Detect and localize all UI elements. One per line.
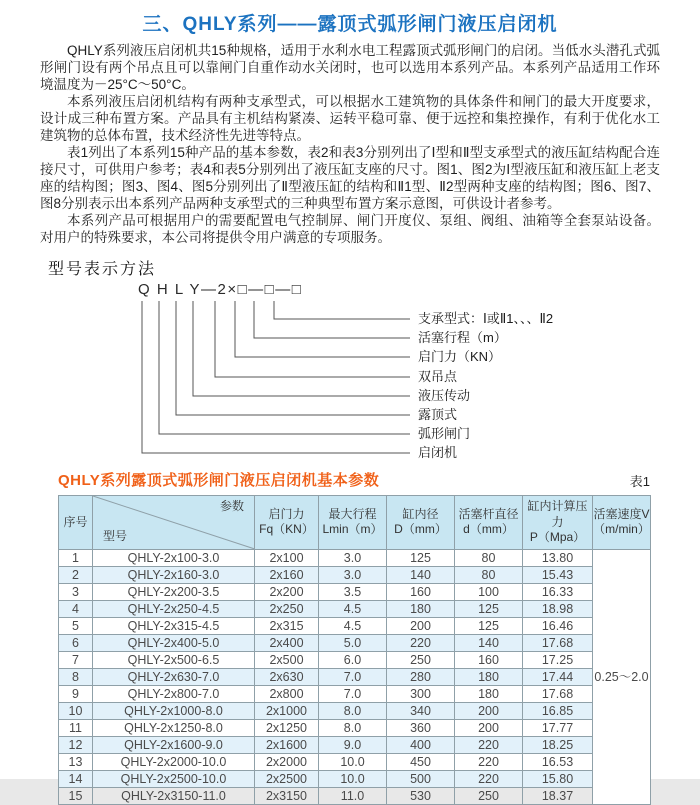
table-row [59, 668, 651, 685]
pressure-cell: 17.68 [523, 634, 593, 651]
pressure-cell: 18.98 [523, 600, 593, 617]
model-cell: QHLY-2x160-3.0 [93, 566, 255, 583]
bore-cell: 300 [387, 685, 455, 702]
model-cell: QHLY-2x315-4.5 [93, 617, 255, 634]
model-cell: QHLY-2x1250-8.0 [93, 719, 255, 736]
parameters-table [58, 495, 651, 805]
model-cell: QHLY-2x1600-9.0 [93, 736, 255, 753]
diagonal-label-model: 型号 [103, 529, 128, 544]
model-cell: QHLY-2x3150-11.0 [93, 787, 255, 804]
lmin-cell: 9.0 [319, 736, 387, 753]
bore-cell: 250 [387, 651, 455, 668]
bore-cell: 340 [387, 702, 455, 719]
model-cell: QHLY-2x250-4.5 [93, 600, 255, 617]
rod-cell: 180 [455, 685, 523, 702]
column-header-seq: 序号 [59, 496, 93, 550]
table-number-tag: 表1 [629, 474, 650, 489]
column-header-lifting-force: 启门力 Fq（KN） [255, 496, 319, 550]
body-text [0, 36, 700, 246]
diagram-label-double-lift: 双吊点 [418, 369, 458, 384]
column-header-model-param [93, 496, 255, 550]
rod-cell: 125 [455, 600, 523, 617]
lmin-cell: 10.0 [319, 753, 387, 770]
rod-cell: 80 [455, 549, 523, 566]
table-row [59, 685, 651, 702]
pressure-cell: 16.85 [523, 702, 593, 719]
model-cell: QHLY-2x2000-10.0 [93, 753, 255, 770]
model-designation-heading: 型号表示方法 [48, 261, 157, 278]
pressure-cell: 17.77 [523, 719, 593, 736]
table-caption: QHLY系列露顶式弧形闸门液压启闭机基本参数 [58, 472, 380, 489]
fq-cell: 2x2500 [255, 770, 319, 787]
seq-cell: 12 [59, 736, 93, 753]
seq-cell: 7 [59, 651, 93, 668]
column-header-piston-speed: 活塞速度V （m/min） [593, 496, 651, 550]
diagram-connector-lines [0, 281, 700, 465]
rod-cell: 160 [455, 651, 523, 668]
bore-cell: 160 [387, 583, 455, 600]
bore-cell: 360 [387, 719, 455, 736]
bore-cell: 450 [387, 753, 455, 770]
rod-cell: 220 [455, 736, 523, 753]
diagram-label-hoist: 启闭机 [418, 445, 458, 460]
table-row [59, 787, 651, 804]
table-row [59, 719, 651, 736]
table-row [59, 617, 651, 634]
seq-cell: 2 [59, 566, 93, 583]
fq-cell: 2x250 [255, 600, 319, 617]
rod-cell: 250 [455, 787, 523, 804]
table-row [59, 736, 651, 753]
diagonal-label-param: 参数 [219, 499, 244, 513]
lmin-cell: 8.0 [319, 719, 387, 736]
model-cell: QHLY-2x500-6.5 [93, 651, 255, 668]
table-body [59, 549, 651, 804]
model-cell: QHLY-2x200-3.5 [93, 583, 255, 600]
diagram-label-radial-gate: 弧形闸门 [418, 426, 471, 441]
pressure-cell: 18.37 [523, 787, 593, 804]
rod-cell: 100 [455, 583, 523, 600]
diagram-label-support-type: 支承型式：Ⅰ或Ⅱ1、、、Ⅱ2 [418, 311, 554, 326]
table-row [59, 549, 651, 566]
seq-cell: 6 [59, 634, 93, 651]
diagram-label-piston-stroke: 活塞行程（m） [418, 330, 507, 345]
fq-cell: 2x200 [255, 583, 319, 600]
lmin-cell: 5.0 [319, 634, 387, 651]
lmin-cell: 6.0 [319, 651, 387, 668]
diagram-label-exposed-top: 露顶式 [418, 407, 458, 422]
seq-cell: 10 [59, 702, 93, 719]
pressure-cell: 17.44 [523, 668, 593, 685]
pressure-cell: 18.25 [523, 736, 593, 753]
model-cell: QHLY-2x400-5.0 [93, 634, 255, 651]
fq-cell: 2x1250 [255, 719, 319, 736]
table-row [59, 600, 651, 617]
paragraph-tables-figures: 表1列出了本系列15种产品的基本参数，表2和表3分别列出了Ⅰ型和Ⅱ型支承型式的液压缸结构配合连接尺寸，可供用户参考；表4和表5分别列出了液压缸支座的尺寸。图1、图2为Ⅰ型液压缸和液压缸上老支座的结构图；图3、图4、图5分别列出了Ⅱ型液压缸的结构和Ⅱ1型、Ⅱ2型两种支座的结构图；图6、图7、图8分别表示出本系列产品两种支承型式的三种典型布置方案示意图，可供设计者参考。 [40, 145, 660, 211]
bore-cell: 180 [387, 600, 455, 617]
model-cell: QHLY-2x1000-8.0 [93, 702, 255, 719]
lmin-cell: 4.5 [319, 617, 387, 634]
fq-cell: 2x160 [255, 566, 319, 583]
fq-cell: 2x400 [255, 634, 319, 651]
rod-cell: 140 [455, 634, 523, 651]
page-title: 三、QHLY系列——露顶式弧形闸门液压启闭机 [142, 14, 558, 35]
column-header-rod-diameter: 活塞杆直径 d（mm） [455, 496, 523, 550]
lmin-cell: 7.0 [319, 685, 387, 702]
speed-cell: 0.25～2.0 [593, 549, 651, 804]
fq-cell: 2x3150 [255, 787, 319, 804]
bore-cell: 140 [387, 566, 455, 583]
table-row [59, 770, 651, 787]
seq-cell: 5 [59, 617, 93, 634]
rod-cell: 200 [455, 719, 523, 736]
fq-cell: 2x500 [255, 651, 319, 668]
bore-cell: 200 [387, 617, 455, 634]
seq-cell: 1 [59, 549, 93, 566]
bore-cell: 280 [387, 668, 455, 685]
column-header-pressure: 缸内计算压力 P（Mpa） [523, 496, 593, 550]
pressure-cell: 15.43 [523, 566, 593, 583]
lmin-cell: 3.5 [319, 583, 387, 600]
column-header-bore-diameter: 缸内径 D（mm） [387, 496, 455, 550]
table-row [59, 634, 651, 651]
diagram-label-lifting-force: 启门力（KN） [418, 349, 502, 364]
table-row [59, 583, 651, 600]
seq-cell: 4 [59, 600, 93, 617]
paragraph-structure: 本系列液压启闭机结构有两种支承型式，可以根据水工建筑物的具体条件和闸门的最大开度要求，设计成三种布置方案。产品具有主机结构紧凑、运转平稳可靠、便于远控和集控操作，有利于优化水工建筑物的总体布置，技术经济性先进等特点。 [40, 94, 660, 143]
pressure-cell: 16.53 [523, 753, 593, 770]
model-formula: Q H L Y—2×□—□—□ [138, 281, 303, 298]
model-cell: QHLY-2x630-7.0 [93, 668, 255, 685]
paragraph-equipment: 本系列产品可根据用户的需要配置电气控制屏、闸门开度仪、泵组、阀组、油箱等全套泵站设备。对用户的特殊要求，本公司将提供令用户满意的专项服务。 [40, 213, 660, 245]
lmin-cell: 8.0 [319, 702, 387, 719]
bore-cell: 530 [387, 787, 455, 804]
table-row [59, 702, 651, 719]
model-cell: QHLY-2x800-7.0 [93, 685, 255, 702]
diagram-label-hydraulic: 液压传动 [418, 388, 471, 403]
seq-cell: 14 [59, 770, 93, 787]
bore-cell: 125 [387, 549, 455, 566]
seq-cell: 3 [59, 583, 93, 600]
lmin-cell: 10.0 [319, 770, 387, 787]
lmin-cell: 3.0 [319, 566, 387, 583]
seq-cell: 13 [59, 753, 93, 770]
seq-cell: 15 [59, 787, 93, 804]
lmin-cell: 4.5 [319, 600, 387, 617]
table-row [59, 753, 651, 770]
rod-cell: 200 [455, 702, 523, 719]
fq-cell: 2x315 [255, 617, 319, 634]
fq-cell: 2x800 [255, 685, 319, 702]
model-cell: QHLY-2x2500-10.0 [93, 770, 255, 787]
column-header-max-stroke: 最大行程 Lmin（m） [319, 496, 387, 550]
seq-cell: 8 [59, 668, 93, 685]
bore-cell: 400 [387, 736, 455, 753]
rod-cell: 180 [455, 668, 523, 685]
table-row [59, 651, 651, 668]
lmin-cell: 11.0 [319, 787, 387, 804]
pressure-cell: 16.33 [523, 583, 593, 600]
model-cell: QHLY-2x100-3.0 [93, 549, 255, 566]
model-designation-diagram [0, 281, 700, 465]
pressure-cell: 13.80 [523, 549, 593, 566]
bore-cell: 500 [387, 770, 455, 787]
paragraph-intro: QHLY系列液压启闭机共15种规格，适用于水利水电工程露顶式弧形闸门的启闭。当低水头潜孔式弧形闸门设有两个吊点且可以靠闸门自重作动水关闭时，也可以选用本系列产品。本系列产品适用工作环境温度为－25°C～50°C。 [40, 43, 660, 92]
rod-cell: 80 [455, 566, 523, 583]
fq-cell: 2x100 [255, 549, 319, 566]
pressure-cell: 15.80 [523, 770, 593, 787]
pressure-cell: 17.68 [523, 685, 593, 702]
rod-cell: 220 [455, 770, 523, 787]
fq-cell: 2x1000 [255, 702, 319, 719]
lmin-cell: 7.0 [319, 668, 387, 685]
lmin-cell: 3.0 [319, 549, 387, 566]
bore-cell: 220 [387, 634, 455, 651]
fq-cell: 2x630 [255, 668, 319, 685]
fq-cell: 2x2000 [255, 753, 319, 770]
table-row [59, 566, 651, 583]
rod-cell: 125 [455, 617, 523, 634]
rod-cell: 220 [455, 753, 523, 770]
seq-cell: 11 [59, 719, 93, 736]
table-caption-row [58, 469, 650, 490]
table-header-row [59, 496, 651, 550]
pressure-cell: 17.25 [523, 651, 593, 668]
fq-cell: 2x1600 [255, 736, 319, 753]
seq-cell: 9 [59, 685, 93, 702]
pressure-cell: 16.46 [523, 617, 593, 634]
